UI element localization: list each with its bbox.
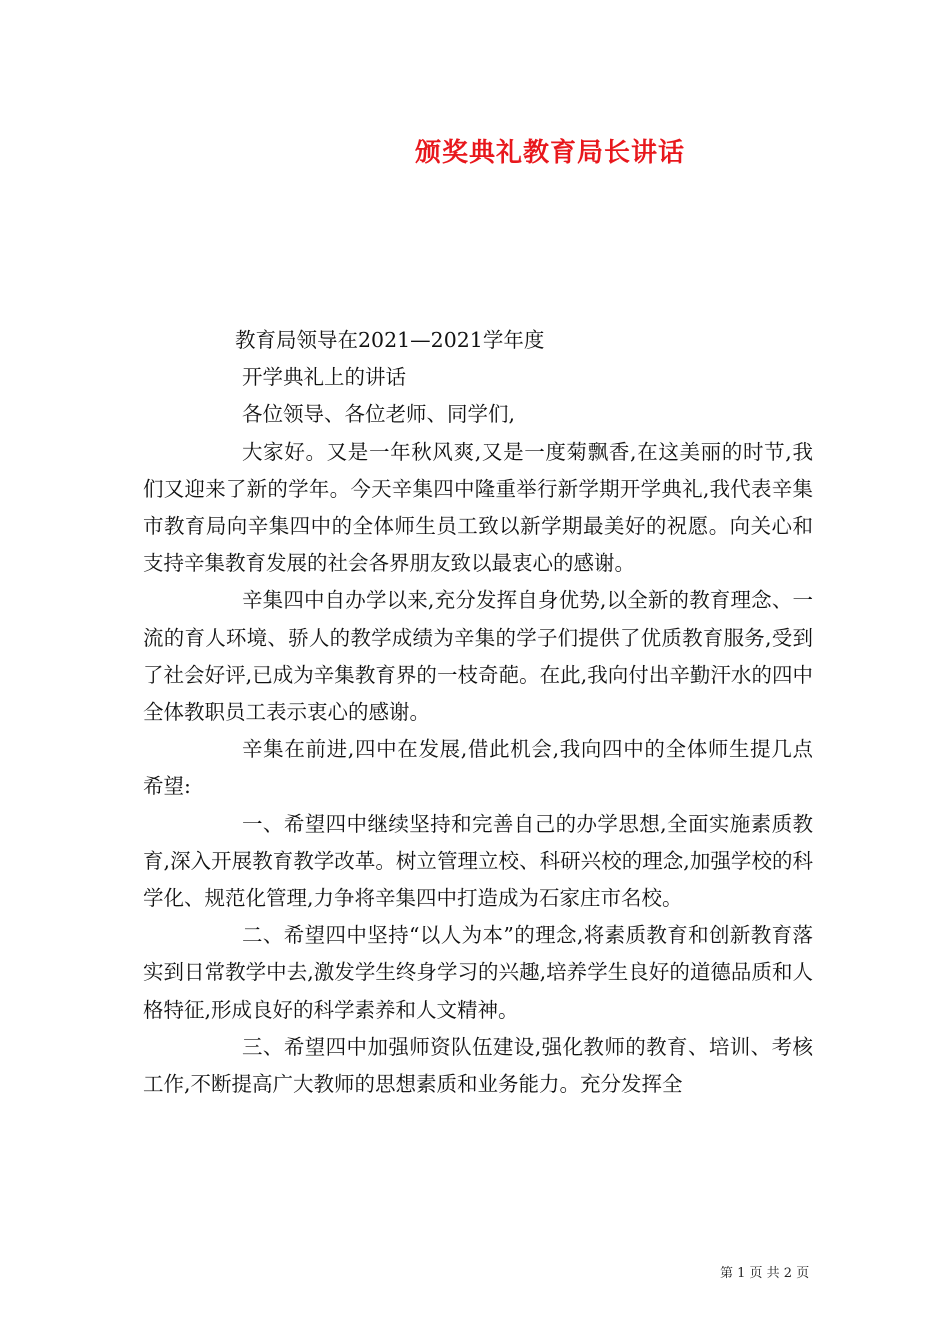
paragraph: 二、希望四中坚持“以人为本”的理念,将素质教育和创新教育落实到日常教学中去,激发学生终身学习的兴趣,培养学生良好的道德品质和人格特征,形成良好的科学素养和人文精神。 xyxy=(143,923,813,1022)
document-title: 颁奖典礼教育局长讲话 xyxy=(414,138,685,168)
paragraph: 大家好。又是一年秋风爽,又是一度菊飘香,在这美丽的时节,我们又迎来了新的学年。今天辛集四中隆重举行新学期开学典礼,我代表辛集市教育局向辛集四中的全体师生员工致以新学期最美好的祝愿。向关心和支持辛集教育发展的社会各界朋友致以最衷心的感谢。 xyxy=(143,439,813,576)
paragraph: 辛集四中自办学以来,充分发挥自身优势,以全新的教育理念、一流的育人环境、骄人的教学成绩为辛集的学子们提供了优质教育服务,受到了社会好评,已成为辛集教育界的一枝奇葩。在此,我向付出辛勤汗水的四中全体教职员工表示衷心的感谢。 xyxy=(143,588,813,725)
paragraph: 一、希望四中继续坚持和完善自己的办学思想,全面实施素质教育,深入开展教育教学改革。树立管理立校、科研兴校的理念,加强学校的科学化、规范化管理,力争将辛集四中打造成为石家庄市名校。 xyxy=(143,811,813,911)
paragraph: 三、希望四中加强师资队伍建设,强化教师的教育、培训、考核工作,不断提高广大教师的思想素质和业务能力。充分发挥全 xyxy=(143,1034,813,1097)
paragraph: 辛集在前进,四中在发展,借此机会,我向四中的全体师生提几点希望: xyxy=(143,737,813,799)
greeting: 各位领导、各位老师、同学们, xyxy=(242,402,516,427)
heading-line-1: 教育局领导在2021—2021学年度 xyxy=(235,328,545,352)
heading-line-2: 开学典礼上的讲话 xyxy=(242,365,406,390)
page-footer: 第 1 页 共 2 页 xyxy=(720,1266,810,1281)
document-body xyxy=(143,322,813,1103)
